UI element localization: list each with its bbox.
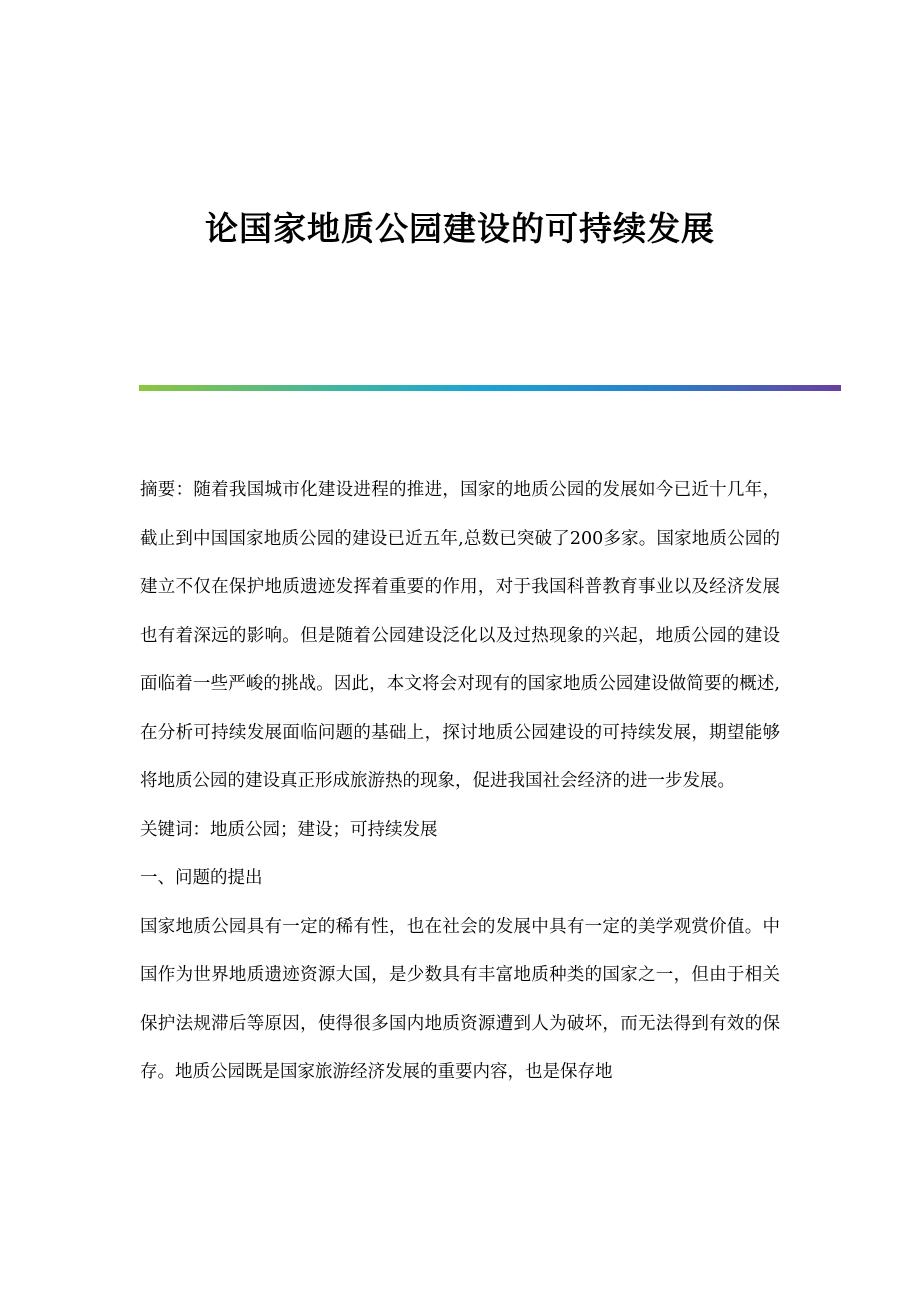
keywords-line: 关键词：地质公园；建设；可持续发展 [140, 819, 438, 840]
abstract-paragraph: 摘要：随着我国城市化建设进程的推进，国家的地质公园的发展如今已近十几年，截止到中国国家地质公园的建设已近五年,总数已突破了200多家。国家地质公园的建立不仅在保护地质遗迹发挥着重要的作用，对于我国科普教育事业以及经济发展也有着深远的影响。但是随着公园建设泛化以及过热现象的兴起，地质公园的建设面临着一些严峻的挑战。因此，本文将会对现有的国家地质公园建设做简要的概述,在分析可持续发展面临问题的基础上，探讨地质公园建设的可持续发展，期望能够将地质公园的建设真正形成旅游热的现象，促进我国社会经济的进一步发展。 [140, 480, 780, 791]
section-paragraph: 国家地质公园具有一定的稀有性，也在社会的发展中具有一定的美学观赏价值。中国作为世界地质遗迹资源大国，是少数具有丰富地质种类的国家之一，但由于相关保护法规滞后等原因，使得很多国内地质资源遭到人为破坏，而无法得到有效的保存。地质公园既是国家旅游经济发展的重要内容，也是保存地 [140, 916, 780, 1082]
title-divider [139, 385, 841, 391]
document-title: 论国家地质公园建设的可持续发展 [205, 209, 715, 248]
document-body [140, 466, 780, 1097]
section-heading: 一、问题的提出 [140, 868, 263, 888]
